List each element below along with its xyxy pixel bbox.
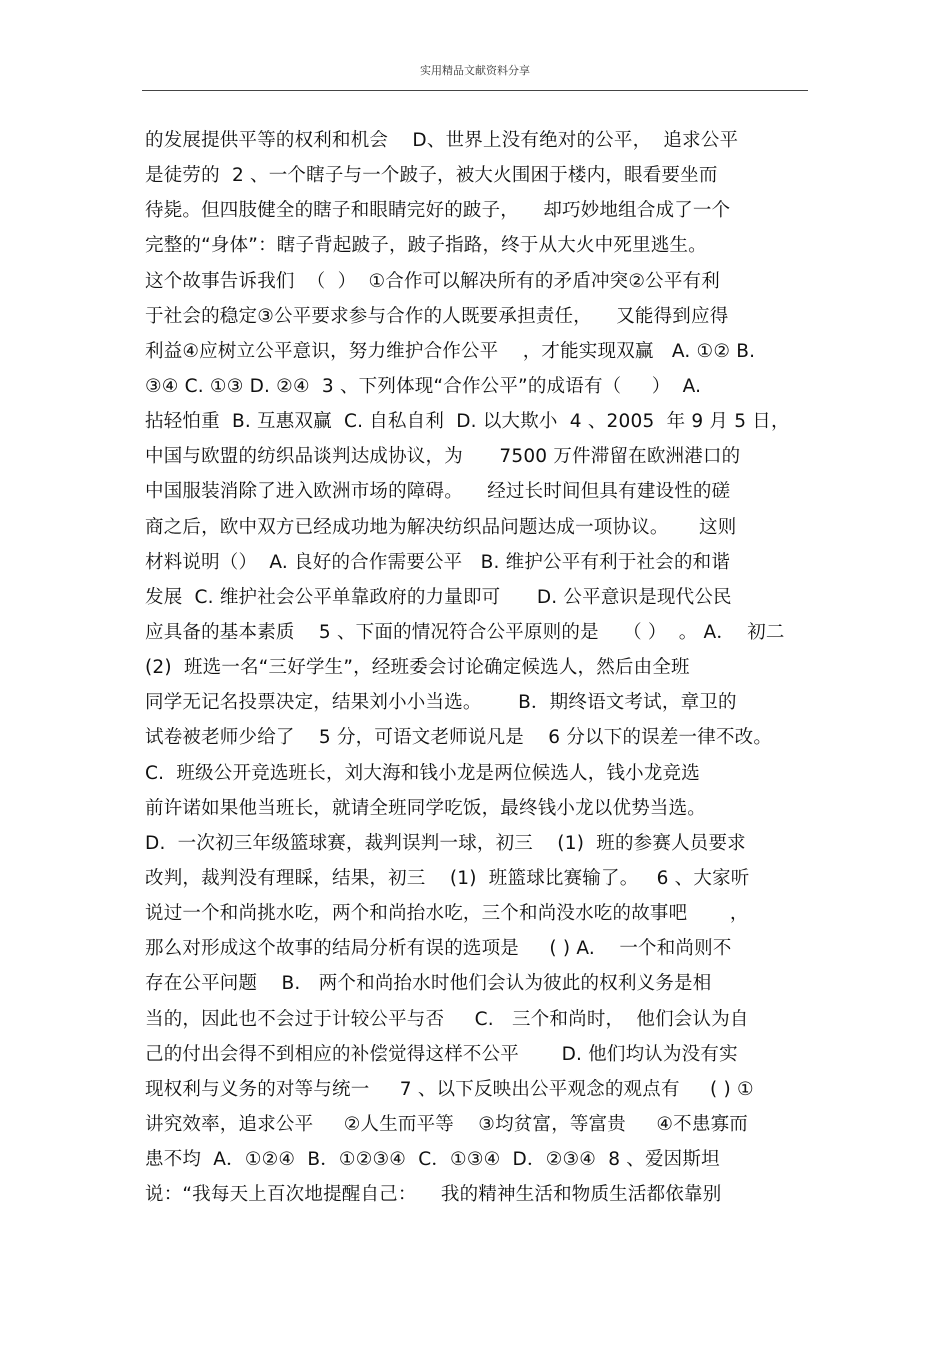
header-title: 实用精品文献资料分享 xyxy=(420,64,530,77)
text-line: (2) 班选一名“三好学生”，经班委会讨论确定候选人，然后由全班 xyxy=(145,657,690,679)
text-line: 的发展提供平等的权利和机会 D、世界上没有绝对的公平， 追求公平 xyxy=(145,130,739,151)
text-line: 于社会的稳定③公平要求参与合作的人既要承担责任， 又能得到应得 xyxy=(145,305,729,327)
text-line: 这个故事告诉我们 （ ） ①合作可以解决所有的矛盾冲突②公平有利 xyxy=(145,270,720,292)
text-line: 讲究效率，追求公平 ②人生而平等 ③均贫富，等富贵 ④不患寡而 xyxy=(145,1113,748,1135)
text-line: 中国服装消除了进入欧洲市场的障碍。 经过长时间但具有建设性的磋 xyxy=(145,481,731,503)
text-line: 中国与欧盟的纺织品谈判达成协议，为 7500 万件滞留在欧洲港口的 xyxy=(145,446,741,468)
text-line: 当的，因此也不会过于计较公平与否 C. 三个和尚时， 他们会认为自 xyxy=(145,1008,749,1030)
text-line: 现权利与义务的对等与统一 7 、以下反映出公平观念的观点有 ( ) ① xyxy=(145,1078,754,1100)
text-line: 说：“我每天上百次地提醒自己： 我的精神生活和物质生活都依靠别 xyxy=(145,1184,722,1206)
text-line: 同学无记名投票决定，结果刘小小当选。 B．期终语文考试，章卫的 xyxy=(145,692,737,714)
text-line: 前许诺如果他当班长，就请全班同学吃饭，最终钱小龙以优势当选。 xyxy=(145,797,707,819)
text-line: 改判，裁判没有理睬，结果，初三 (1) 班篮球比赛输了。 6 、大家听 xyxy=(145,867,750,889)
text-line: 商之后，欧中双方已经成功地为解决纺织品问题达成一项协议。 这则 xyxy=(145,516,737,538)
header-divider xyxy=(142,90,808,91)
text-line: D. 一次初三年级篮球赛，裁判误判一球，初三 (1) 班的参赛人员要求 xyxy=(145,832,746,854)
text-line: 试卷被老师少给了 5 分，可语文老师说凡是 6 分以下的误差一律不改。 xyxy=(145,727,773,749)
text-line: 完整的“身体”：瞎子背起跛子，跛子指路，终于从大火中死里逃生。 xyxy=(145,235,707,257)
text-line: 说过一个和尚挑水吃，两个和尚抬水吃，三个和尚没水吃的故事吧 ， xyxy=(145,903,749,925)
text-line: 己的付出会得不到相应的补偿觉得这样不公平 D. 他们均认为没有实 xyxy=(145,1043,738,1065)
text-line: 是徒劳的 2 、一个瞎子与一个跛子，被大火围困于楼内，眼看要坐而 xyxy=(145,165,718,187)
text-line: 应具备的基本素质 5 、下面的情况符合公平原则的是 （ ） 。 A． 初二 xyxy=(145,621,785,643)
text-line: 那么对形成这个故事的结局分析有误的选项是 ( ) A. 一个和尚则不 xyxy=(145,938,732,960)
text-line: ③④ C. ①③ D. ②④ 3 、下列体现“合作公平”的成语有（ ） A. xyxy=(145,375,702,397)
text-line: 待毙。但四肢健全的瞎子和眼睛完好的跛子， 却巧妙地组合成了一个 xyxy=(145,200,731,222)
text-line: 患不均 A．①②④ B．①②③④ C．①③④ D．②③④ 8 、爱因斯坦 xyxy=(145,1149,720,1171)
text-line: 存在公平问题 B. 两个和尚抬水时他们会认为彼此的权利义务是相 xyxy=(145,973,712,995)
text-line: 发展 C. 维护社会公平单靠政府的力量即可 D. 公平意识是现代公民 xyxy=(145,586,732,608)
text-line: 材料说明（） A. 良好的合作需要公平 B. 维护公平有利于社会的和谐 xyxy=(145,551,731,573)
text-line: C. 班级公开竞选班长，刘大海和钱小龙是两位候选人，钱小龙竞选 xyxy=(145,762,700,784)
text-line: 拈轻怕重 B. 互惠双赢 C. 自私自利 D. 以大欺小 4 、2005 年 9 月 5 日， xyxy=(145,411,790,433)
document-body xyxy=(145,123,817,1212)
page-header xyxy=(142,62,808,90)
text-line: 利益④应树立公平意识，努力维护合作公平 ，才能实现双赢 A. ①② B. xyxy=(145,340,756,362)
